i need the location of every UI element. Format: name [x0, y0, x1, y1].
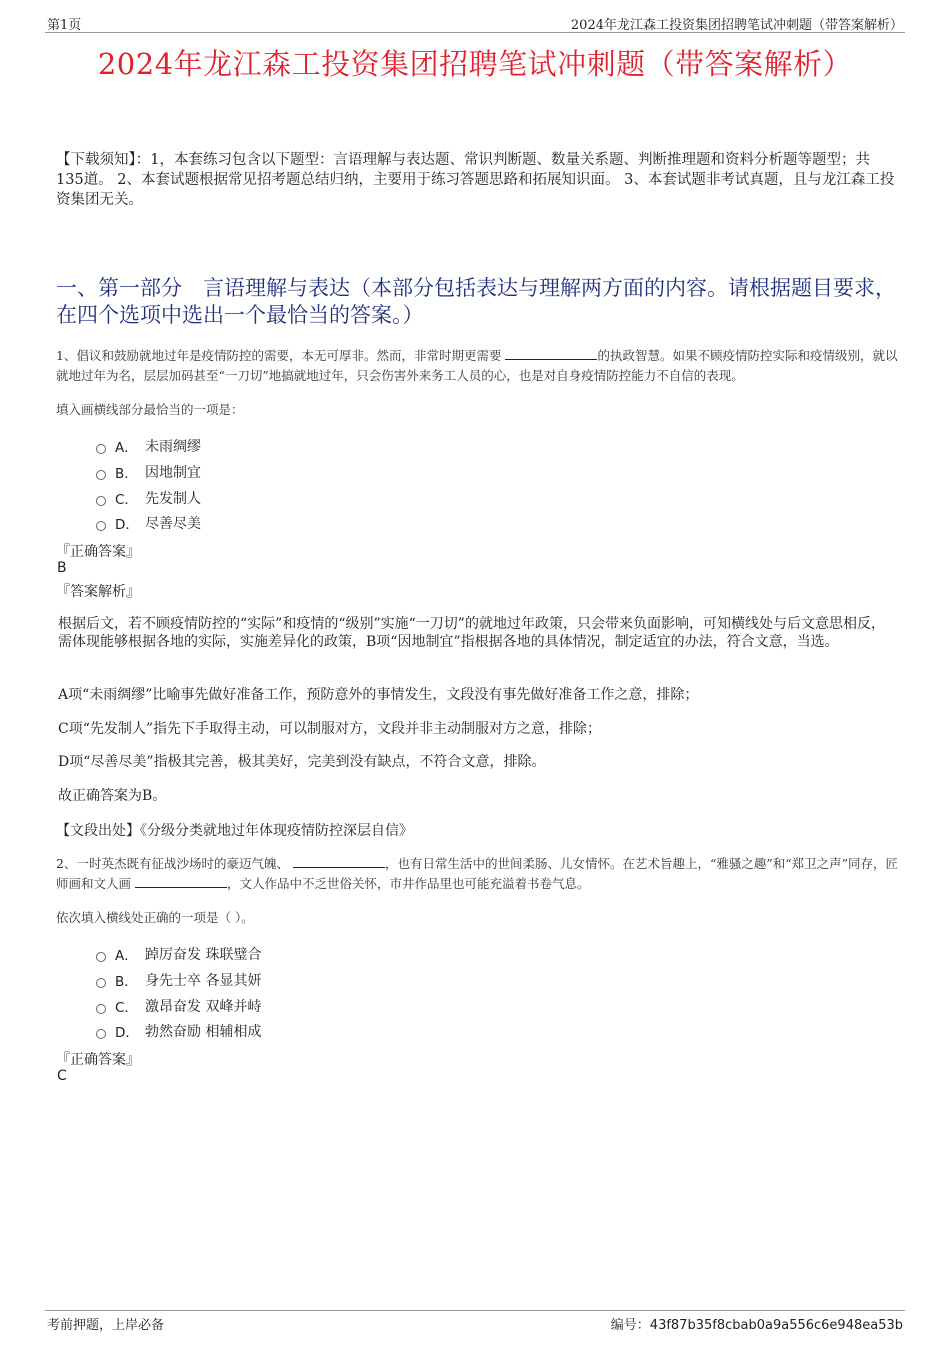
- analysis-paragraph: A项“未雨绸缪”比喻事先做好准备工作，预防意外的事情发生，文段没有事先做好准备工作之意，排除；: [58, 687, 699, 703]
- option-text: 激昂奋发 双峰并峙: [145, 999, 262, 1015]
- analysis-conclusion: 故正确答案为B。: [58, 788, 167, 804]
- question-2-prompt: 依次填入横线处正确的一项是（ ）。: [56, 910, 254, 925]
- option-letter: B．: [115, 466, 138, 482]
- option-text: 未雨绸缪: [145, 439, 201, 455]
- option-text: 尽善尽美: [145, 516, 201, 532]
- radio-icon[interactable]: [96, 521, 106, 531]
- document-title: 2024年龙江森工投资集团招聘笔试冲刺题（带答案解析）: [97, 47, 853, 81]
- option-letter: D．: [115, 1025, 139, 1041]
- footer-doc-code: [611, 1314, 903, 1333]
- radio-icon[interactable]: [96, 1029, 106, 1039]
- header-doc-title: 2024年龙江森工投资集团招聘笔试冲刺题（带答案解析）: [570, 18, 903, 33]
- analysis-paragraph: 根据后文，若不顾疫情防控的“实际”和疫情的“级别”实施“一刀切”的就地过年政策，只会带来负面影响，可知横线处与后文意思相反，需体现能够根据各地的实际，实施差异化的政策，B项“因地制宜”指根据各地的具体情况，制定适宜的办法，符合文意，当选。: [58, 616, 885, 650]
- question-2-text-part-c: ，文人作品中不乏世俗关怀，市井作品里也可能充溢着书卷气息。: [226, 876, 590, 891]
- question-2-text-part-a: 2、一时英杰既有征战沙场时的豪迈气魄、: [56, 856, 293, 871]
- header-divider: [45, 32, 905, 33]
- option-letter: B．: [115, 974, 138, 990]
- question-2-text-part-b: ，也有日常生活中的世间柔肠、儿女情怀。在艺术旨趣上，“雅骚之趣”和“郑卫之声”同存，匠师画和文人画: [56, 856, 899, 891]
- analysis-paragraph: C项“先发制人”指先下手取得主动，可以制服对方，文段并非主动制服对方之意，排除；: [58, 721, 602, 737]
- question-1-option-a[interactable]: [96, 436, 201, 456]
- correct-answer: B: [57, 560, 67, 576]
- question-1-text-part-b: 的执政智慧。如果不顾疫情防控实际和疫情级别，就以就地过年为名，层层加码甚至“一刀切”地搞就地过年，只会伤害外来务工人员的心，也是对自身疫情防控能力不自信的表现。: [56, 348, 898, 383]
- radio-icon[interactable]: [96, 978, 106, 988]
- question-1-text-part-a: 1、倡议和鼓励就地过年是疫情防控的需要，本无可厚非。然而，非常时期更需要: [56, 348, 506, 363]
- question-2-option-d[interactable]: [96, 1021, 261, 1041]
- option-letter: A．: [115, 948, 138, 964]
- footer-divider: [45, 1310, 905, 1311]
- question-1-text: [56, 346, 898, 386]
- question-2-option-b[interactable]: [96, 970, 261, 990]
- page-number: 第1页: [47, 18, 82, 33]
- option-text: 先发制人: [145, 491, 201, 507]
- option-letter: C．: [115, 1000, 138, 1016]
- correct-answer: C: [57, 1068, 67, 1084]
- option-text: 因地制宜: [145, 465, 201, 481]
- question-2-text: [56, 854, 898, 894]
- section-heading: 一、第一部分 言语理解与表达（本部分包括表达与理解两方面的内容。请根据题目要求，在四个选项中选出一个最恰当的答案。）: [56, 276, 896, 327]
- question-1-prompt: 填入画横线部分最恰当的一项是：: [56, 402, 244, 417]
- fill-blank: [293, 854, 385, 868]
- footer-slogan: 考前押题，上岸必备: [47, 1318, 165, 1333]
- radio-icon[interactable]: [96, 496, 106, 506]
- download-notice: 【下载须知】：1，本套练习包含以下题型：言语理解与表达题、常识判断题、数量关系题、判断推理题和资料分析题等题型；共135道。 2、本套试题根据常见招考题总结归纳，主要用于练习答题思路和拓展知识面。 3、本套试题非考试真题，且与龙江森工投资集团无关。: [56, 152, 895, 208]
- question-1-option-c[interactable]: [96, 488, 201, 508]
- correct-answer-label: 『正确答案』: [56, 544, 140, 560]
- option-text: 踔厉奋发 珠联璧合: [145, 947, 262, 963]
- option-letter: A．: [115, 440, 138, 456]
- radio-icon[interactable]: [96, 952, 106, 962]
- fill-blank: [135, 874, 227, 888]
- option-letter: D．: [115, 517, 139, 533]
- option-letter: C．: [115, 492, 138, 508]
- radio-icon[interactable]: [96, 1004, 106, 1014]
- source-citation: 【文段出处】《分级分类就地过年体现疫情防控深层自信》: [56, 823, 413, 839]
- radio-icon[interactable]: [96, 444, 106, 454]
- fill-blank: [505, 346, 597, 360]
- question-1-option-b[interactable]: [96, 462, 201, 482]
- correct-answer-label: 『正确答案』: [56, 1052, 140, 1068]
- footer-code-label: 编号：: [610, 1318, 650, 1333]
- analysis-label: 『答案解析』: [56, 584, 140, 600]
- option-text: 身先士卒 各显其妍: [145, 973, 262, 989]
- question-1-option-d[interactable]: [96, 513, 201, 533]
- option-text: 勃然奋励 相辅相成: [145, 1024, 262, 1040]
- footer-code-value: 43f87b35f8cbab0a9a556c6e948ea53b: [649, 1318, 903, 1333]
- question-2-option-a[interactable]: [96, 944, 261, 964]
- analysis-paragraph: D项“尽善尽美”指极其完善，极其美好，完美到没有缺点，不符合文意，排除。: [58, 754, 546, 770]
- radio-icon[interactable]: [96, 470, 106, 480]
- question-2-option-c[interactable]: [96, 996, 261, 1016]
